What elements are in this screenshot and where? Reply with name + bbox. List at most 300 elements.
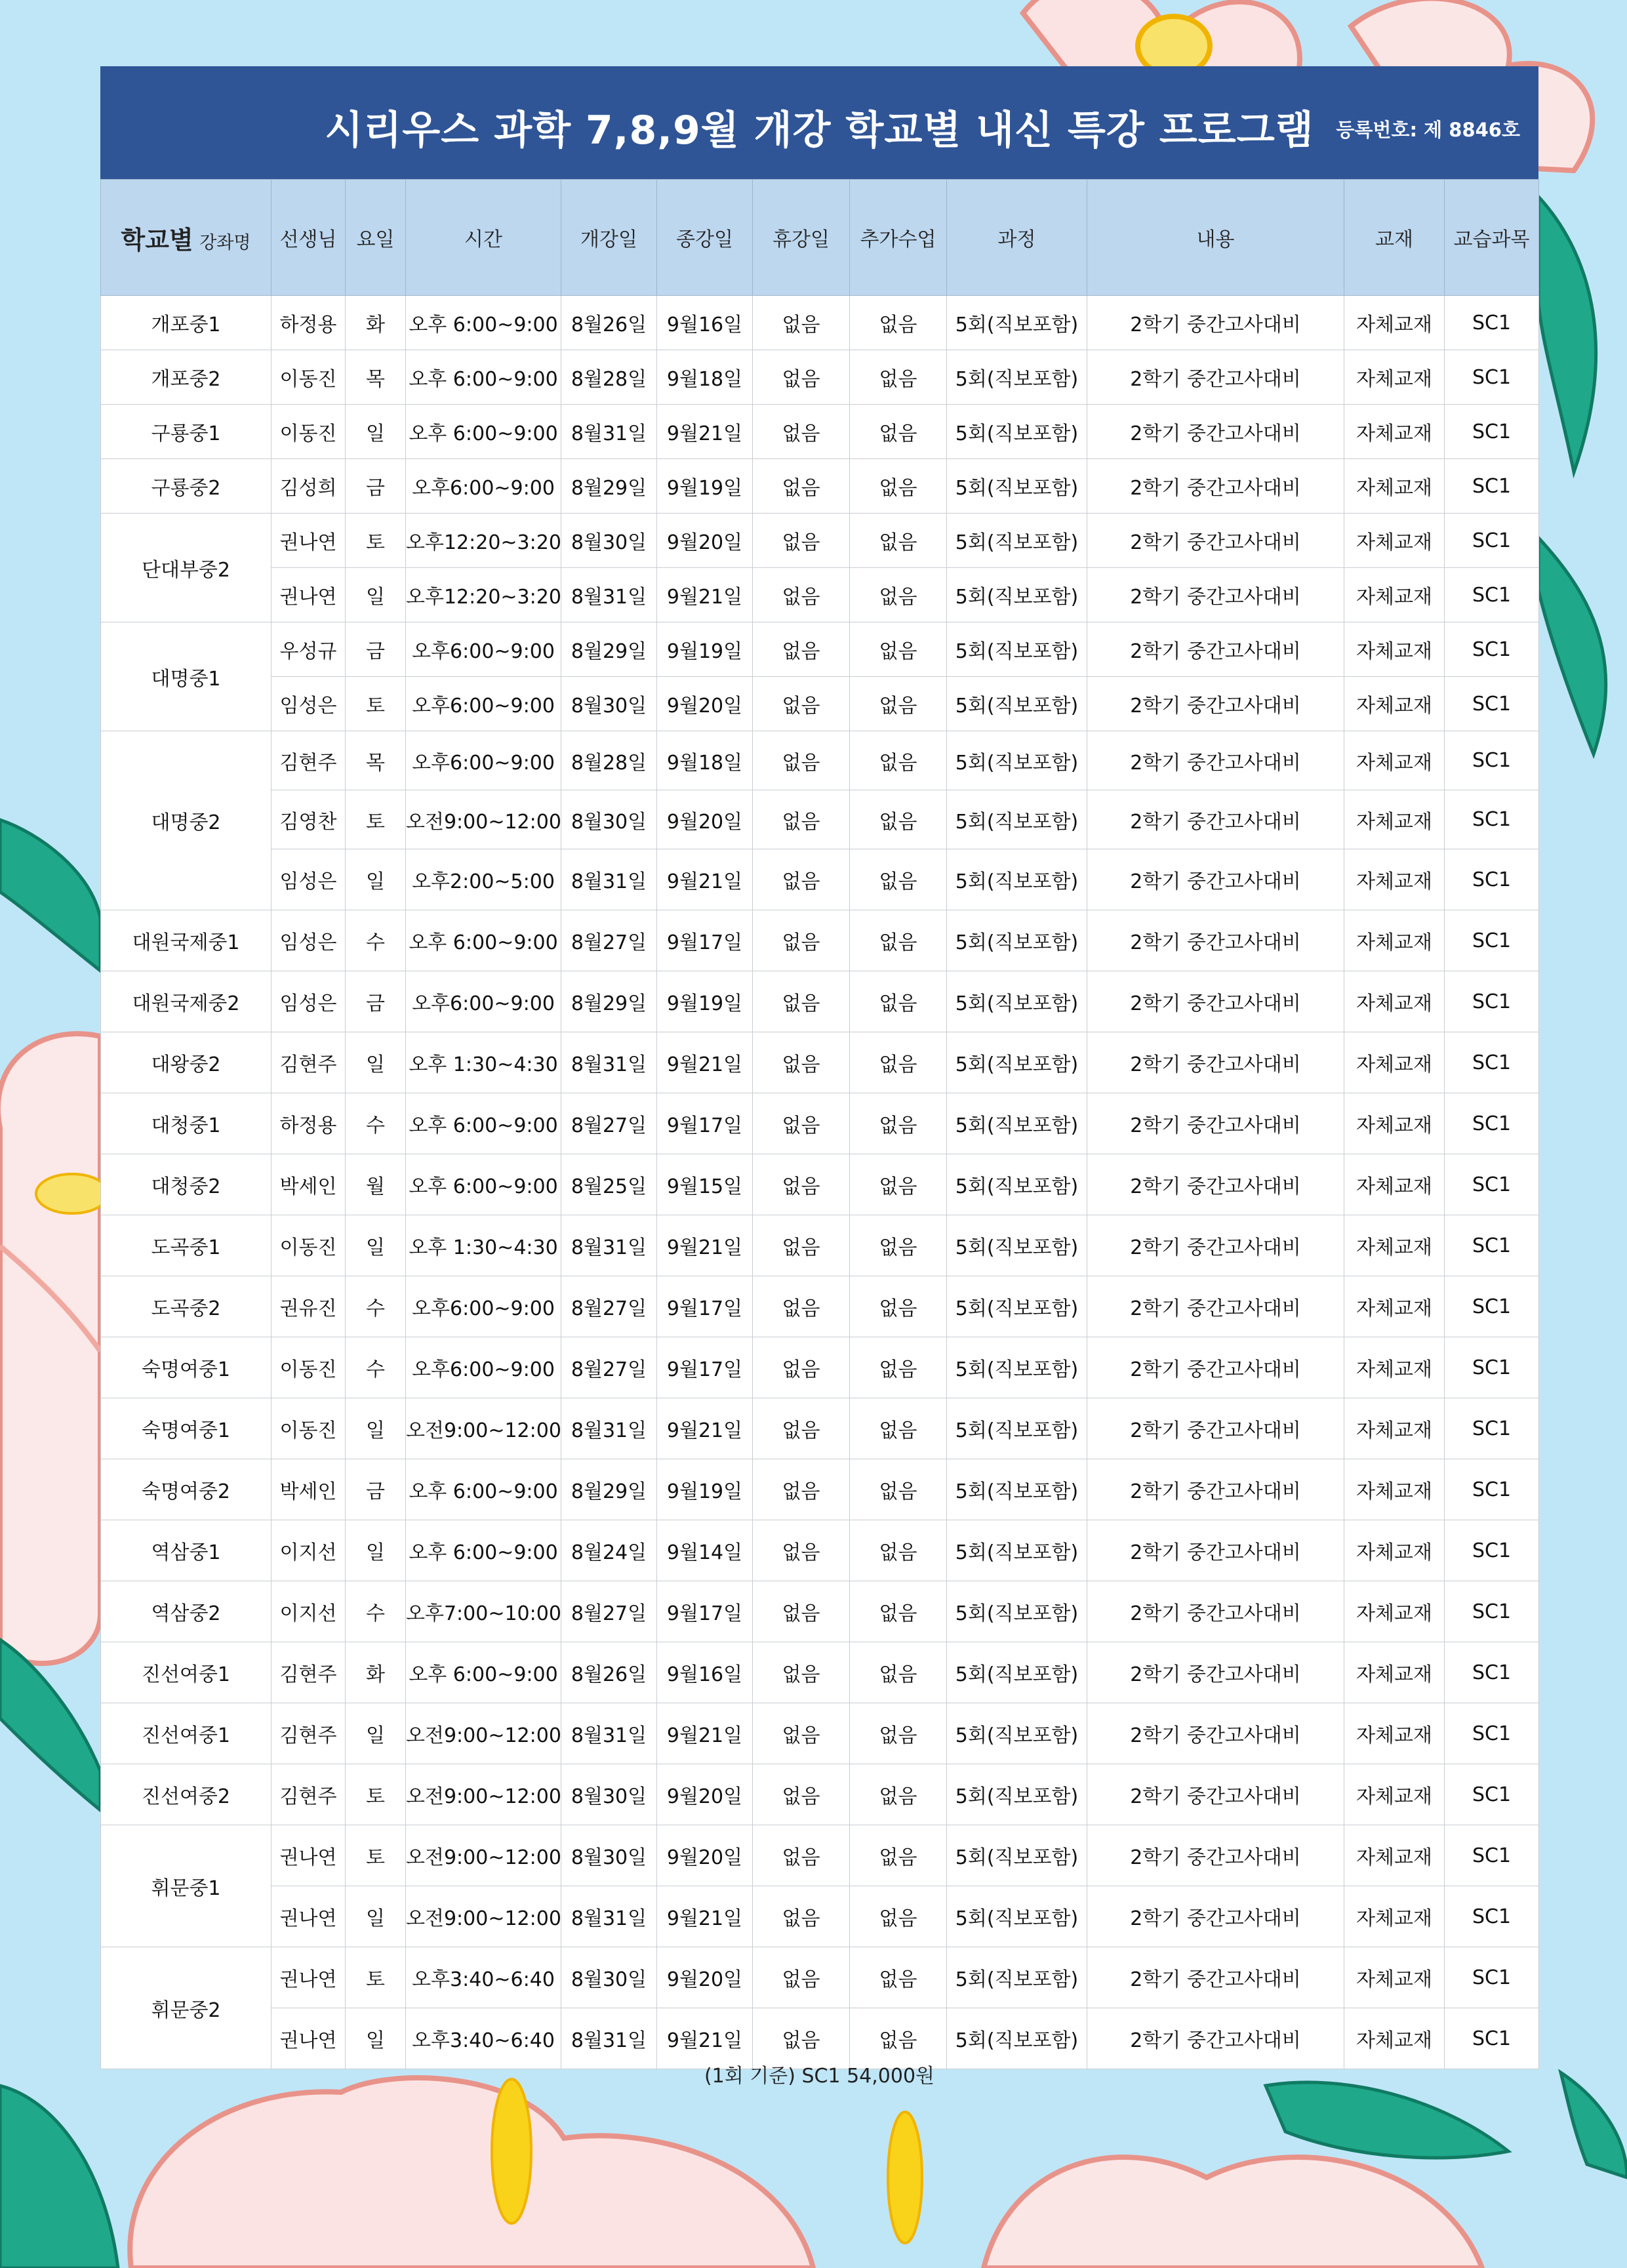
table-row <box>101 296 1539 350</box>
cell-school: 숙명여중2 <box>101 1459 271 1520</box>
cell-time: 오후 6:00~9:00 <box>406 1520 561 1581</box>
flower-left <box>0 1034 108 1663</box>
cell-teacher: 권나연 <box>271 1947 346 2008</box>
cell-textbook: 자체교재 <box>1344 2008 1445 2069</box>
cell-subject: SC1 <box>1445 1764 1539 1825</box>
cell-end: 9월17일 <box>657 1276 753 1337</box>
cell-end: 9월20일 <box>657 790 753 849</box>
cell-content: 2학기 중간고사대비 <box>1087 1032 1344 1093</box>
cell-subject: SC1 <box>1445 1825 1539 1886</box>
cell-end: 9월21일 <box>657 1398 753 1459</box>
cell-subject: SC1 <box>1445 514 1539 568</box>
cell-school: 숙명여중1 <box>101 1337 271 1398</box>
cell-content: 2학기 중간고사대비 <box>1087 1276 1344 1337</box>
cell-holiday: 없음 <box>753 1093 850 1154</box>
cell-teacher: 이지선 <box>271 1581 346 1642</box>
cell-end: 9월17일 <box>657 1337 753 1398</box>
cell-end: 9월20일 <box>657 677 753 731</box>
cell-day: 화 <box>346 1642 406 1703</box>
header-day: 요일 <box>346 180 406 296</box>
cell-subject: SC1 <box>1445 910 1539 971</box>
cell-school: 도곡중2 <box>101 1276 271 1337</box>
cell-end: 9월17일 <box>657 910 753 971</box>
cell-end: 9월18일 <box>657 731 753 790</box>
cell-time: 오후12:20~3:20 <box>406 514 561 568</box>
cell-end: 9월21일 <box>657 2008 753 2069</box>
cell-extra: 없음 <box>850 1276 947 1337</box>
cell-subject: SC1 <box>1445 1337 1539 1398</box>
cell-day: 수 <box>346 1337 406 1398</box>
cell-content: 2학기 중간고사대비 <box>1087 405 1344 459</box>
cell-extra: 없음 <box>850 1337 947 1398</box>
cell-course: 5회(직보포함) <box>947 849 1087 910</box>
cell-school: 대명중1 <box>101 622 271 731</box>
cell-content: 2학기 중간고사대비 <box>1087 1703 1344 1764</box>
cell-time: 오후6:00~9:00 <box>406 622 561 677</box>
cell-end: 9월21일 <box>657 1886 753 1947</box>
header-teacher: 선생님 <box>271 180 346 296</box>
cell-time: 오후6:00~9:00 <box>406 1276 561 1337</box>
cell-day: 토 <box>346 1947 406 2008</box>
cell-holiday: 없음 <box>753 1520 850 1581</box>
cell-course: 5회(직보포함) <box>947 1093 1087 1154</box>
cell-day: 금 <box>346 622 406 677</box>
cell-teacher: 임성은 <box>271 677 346 731</box>
cell-day: 금 <box>346 971 406 1032</box>
cell-time: 오후 6:00~9:00 <box>406 296 561 350</box>
schedule-card <box>100 66 1538 2069</box>
cell-start: 8월29일 <box>561 1459 657 1520</box>
cell-teacher: 권나연 <box>271 2008 346 2069</box>
cell-extra: 없음 <box>850 1825 947 1886</box>
cell-end: 9월19일 <box>657 971 753 1032</box>
table-row <box>101 971 1539 1032</box>
cell-school: 대원국제중2 <box>101 971 271 1032</box>
header-content: 내용 <box>1087 180 1344 296</box>
cell-course: 5회(직보포함) <box>947 1947 1087 2008</box>
cell-subject: SC1 <box>1445 1886 1539 1947</box>
cell-day: 목 <box>346 731 406 790</box>
cell-start: 8월31일 <box>561 1398 657 1459</box>
cell-teacher: 임성은 <box>271 849 346 910</box>
cell-time: 오후 1:30~4:30 <box>406 1215 561 1276</box>
header-start: 개강일 <box>561 180 657 296</box>
cell-holiday: 없음 <box>753 971 850 1032</box>
cell-end: 9월19일 <box>657 1459 753 1520</box>
cell-teacher: 권유진 <box>271 1276 346 1337</box>
header-extra: 추가수업 <box>850 180 947 296</box>
cell-start: 8월31일 <box>561 1703 657 1764</box>
cell-subject: SC1 <box>1445 1581 1539 1642</box>
cell-course: 5회(직보포함) <box>947 1276 1087 1337</box>
cell-content: 2학기 중간고사대비 <box>1087 1581 1344 1642</box>
table-row <box>101 1032 1539 1093</box>
cell-day: 토 <box>346 514 406 568</box>
cell-extra: 없음 <box>850 622 947 677</box>
cell-school: 대명중2 <box>101 731 271 910</box>
cell-end: 9월17일 <box>657 1093 753 1154</box>
cell-start: 8월31일 <box>561 1215 657 1276</box>
cell-start: 8월24일 <box>561 1520 657 1581</box>
cell-end: 9월20일 <box>657 514 753 568</box>
cell-extra: 없음 <box>850 677 947 731</box>
cell-textbook: 자체교재 <box>1344 296 1445 350</box>
cell-time: 오후3:40~6:40 <box>406 2008 561 2069</box>
table-row <box>101 1703 1539 1764</box>
cell-teacher: 하정용 <box>271 1093 346 1154</box>
cell-holiday: 없음 <box>753 514 850 568</box>
header-subject: 교습과목 <box>1445 180 1539 296</box>
cell-textbook: 자체교재 <box>1344 1215 1445 1276</box>
cell-day: 수 <box>346 1276 406 1337</box>
cell-start: 8월30일 <box>561 1825 657 1886</box>
cell-teacher: 권나연 <box>271 568 346 622</box>
cell-course: 5회(직보포함) <box>947 568 1087 622</box>
table-row <box>101 790 1539 849</box>
cell-end: 9월21일 <box>657 568 753 622</box>
cell-holiday: 없음 <box>753 910 850 971</box>
cell-school: 대청중1 <box>101 1093 271 1154</box>
cell-holiday: 없음 <box>753 622 850 677</box>
cell-holiday: 없음 <box>753 849 850 910</box>
cell-textbook: 자체교재 <box>1344 849 1445 910</box>
cell-school: 구룡중2 <box>101 459 271 514</box>
cell-course: 5회(직보포함) <box>947 1886 1087 1947</box>
table-row <box>101 405 1539 459</box>
cell-school: 숙명여중1 <box>101 1398 271 1459</box>
cell-end: 9월21일 <box>657 849 753 910</box>
cell-day: 금 <box>346 1459 406 1520</box>
cell-course: 5회(직보포함) <box>947 350 1087 405</box>
cell-textbook: 자체교재 <box>1344 1032 1445 1093</box>
cell-subject: SC1 <box>1445 1703 1539 1764</box>
cell-school: 개포중2 <box>101 350 271 405</box>
cell-school: 도곡중1 <box>101 1215 271 1276</box>
cell-start: 8월31일 <box>561 1886 657 1947</box>
cell-day: 일 <box>346 1215 406 1276</box>
cell-school: 진선여중2 <box>101 1764 271 1825</box>
cell-extra: 없음 <box>850 459 947 514</box>
cell-time: 오후6:00~9:00 <box>406 731 561 790</box>
header-holiday: 휴강일 <box>753 180 850 296</box>
cell-content: 2학기 중간고사대비 <box>1087 622 1344 677</box>
cell-holiday: 없음 <box>753 1154 850 1215</box>
table-row <box>101 1276 1539 1337</box>
cell-extra: 없음 <box>850 1093 947 1154</box>
cell-end: 9월18일 <box>657 350 753 405</box>
cell-subject: SC1 <box>1445 405 1539 459</box>
cell-extra: 없음 <box>850 1764 947 1825</box>
cell-subject: SC1 <box>1445 677 1539 731</box>
cell-subject: SC1 <box>1445 971 1539 1032</box>
cell-extra: 없음 <box>850 1215 947 1276</box>
cell-end: 9월15일 <box>657 1154 753 1215</box>
cell-subject: SC1 <box>1445 1642 1539 1703</box>
cell-start: 8월27일 <box>561 910 657 971</box>
cell-holiday: 없음 <box>753 459 850 514</box>
cell-extra: 없음 <box>850 1459 947 1520</box>
cell-course: 5회(직보포함) <box>947 1703 1087 1764</box>
cell-start: 8월25일 <box>561 1154 657 1215</box>
cell-course: 5회(직보포함) <box>947 1520 1087 1581</box>
table-row <box>101 677 1539 731</box>
cell-extra: 없음 <box>850 1398 947 1459</box>
cell-textbook: 자체교재 <box>1344 350 1445 405</box>
cell-start: 8월26일 <box>561 296 657 350</box>
cell-course: 5회(직보포함) <box>947 296 1087 350</box>
cell-teacher: 박세인 <box>271 1459 346 1520</box>
table-row <box>101 1642 1539 1703</box>
cell-time: 오전9:00~12:00 <box>406 790 561 849</box>
cell-day: 일 <box>346 1398 406 1459</box>
cell-time: 오후 6:00~9:00 <box>406 350 561 405</box>
cell-textbook: 자체교재 <box>1344 459 1445 514</box>
cell-holiday: 없음 <box>753 1825 850 1886</box>
cell-teacher: 김현주 <box>271 1642 346 1703</box>
cell-school: 휘문중1 <box>101 1825 271 1947</box>
cell-school: 단대부중2 <box>101 514 271 622</box>
cell-day: 토 <box>346 1764 406 1825</box>
cell-end: 9월20일 <box>657 1764 753 1825</box>
cell-extra: 없음 <box>850 731 947 790</box>
cell-extra: 없음 <box>850 2008 947 2069</box>
cell-extra: 없음 <box>850 1642 947 1703</box>
cell-textbook: 자체교재 <box>1344 1947 1445 2008</box>
page-title: 시리우스 과학 7,8,9월 개강 학교별 내신 특강 프로그램 <box>325 108 1314 153</box>
cell-course: 5회(직보포함) <box>947 405 1087 459</box>
cell-textbook: 자체교재 <box>1344 1093 1445 1154</box>
cell-holiday: 없음 <box>753 677 850 731</box>
header-textbook: 교재 <box>1344 180 1445 296</box>
table-row <box>101 622 1539 677</box>
title-bar <box>100 66 1538 179</box>
cell-teacher: 이동진 <box>271 1398 346 1459</box>
cell-textbook: 자체교재 <box>1344 1703 1445 1764</box>
cell-day: 일 <box>346 568 406 622</box>
table-row <box>101 910 1539 971</box>
cell-day: 토 <box>346 677 406 731</box>
cell-content: 2학기 중간고사대비 <box>1087 1154 1344 1215</box>
cell-start: 8월30일 <box>561 1947 657 2008</box>
cell-course: 5회(직보포함) <box>947 1581 1087 1642</box>
cell-content: 2학기 중간고사대비 <box>1087 731 1344 790</box>
cell-teacher: 김현주 <box>271 1703 346 1764</box>
cell-extra: 없음 <box>850 296 947 350</box>
cell-content: 2학기 중간고사대비 <box>1087 459 1344 514</box>
cell-start: 8월31일 <box>561 405 657 459</box>
cell-end: 9월14일 <box>657 1520 753 1581</box>
cell-time: 오후 6:00~9:00 <box>406 1642 561 1703</box>
cell-extra: 없음 <box>850 849 947 910</box>
cell-school: 대왕중2 <box>101 1032 271 1093</box>
cell-teacher: 이동진 <box>271 350 346 405</box>
cell-teacher: 이지선 <box>271 1520 346 1581</box>
cell-subject: SC1 <box>1445 849 1539 910</box>
cell-holiday: 없음 <box>753 1032 850 1093</box>
cell-end: 9월20일 <box>657 1947 753 2008</box>
cell-extra: 없음 <box>850 1947 947 2008</box>
cell-end: 9월20일 <box>657 1825 753 1886</box>
cell-teacher: 박세인 <box>271 1154 346 1215</box>
cell-start: 8월27일 <box>561 1581 657 1642</box>
cell-school: 개포중1 <box>101 296 271 350</box>
cell-subject: SC1 <box>1445 1093 1539 1154</box>
cell-day: 수 <box>346 910 406 971</box>
cell-subject: SC1 <box>1445 459 1539 514</box>
table-row <box>101 1459 1539 1520</box>
cell-school: 진선여중1 <box>101 1642 271 1703</box>
registration-number: 등록번호: 제 8846호 <box>1336 119 1520 141</box>
cell-textbook: 자체교재 <box>1344 405 1445 459</box>
cell-holiday: 없음 <box>753 1276 850 1337</box>
cell-school: 역삼중2 <box>101 1581 271 1642</box>
cell-start: 8월26일 <box>561 1642 657 1703</box>
cell-content: 2학기 중간고사대비 <box>1087 514 1344 568</box>
cell-end: 9월21일 <box>657 1032 753 1093</box>
cell-subject: SC1 <box>1445 622 1539 677</box>
cell-time: 오후6:00~9:00 <box>406 971 561 1032</box>
cell-subject: SC1 <box>1445 1215 1539 1276</box>
cell-day: 토 <box>346 1825 406 1886</box>
cell-textbook: 자체교재 <box>1344 910 1445 971</box>
cell-textbook: 자체교재 <box>1344 1825 1445 1886</box>
cell-school: 휘문중2 <box>101 1947 271 2069</box>
cell-end: 9월21일 <box>657 405 753 459</box>
cell-holiday: 없음 <box>753 568 850 622</box>
cell-course: 5회(직보포함) <box>947 1459 1087 1520</box>
cell-time: 오후 1:30~4:30 <box>406 1032 561 1093</box>
cell-day: 일 <box>346 1886 406 1947</box>
cell-start: 8월27일 <box>561 1093 657 1154</box>
cell-school: 대원국제중1 <box>101 910 271 971</box>
cell-holiday: 없음 <box>753 1581 850 1642</box>
cell-textbook: 자체교재 <box>1344 1337 1445 1398</box>
schedule-table <box>100 179 1539 2069</box>
cell-day: 일 <box>346 405 406 459</box>
cell-course: 5회(직보포함) <box>947 622 1087 677</box>
cell-content: 2학기 중간고사대비 <box>1087 790 1344 849</box>
cell-day: 수 <box>346 1093 406 1154</box>
cell-extra: 없음 <box>850 514 947 568</box>
table-body <box>101 296 1539 2069</box>
cell-time: 오전9:00~12:00 <box>406 1886 561 1947</box>
cell-textbook: 자체교재 <box>1344 677 1445 731</box>
cell-textbook: 자체교재 <box>1344 971 1445 1032</box>
cell-content: 2학기 중간고사대비 <box>1087 849 1344 910</box>
cell-day: 일 <box>346 1032 406 1093</box>
cell-time: 오전9:00~12:00 <box>406 1703 561 1764</box>
cell-holiday: 없음 <box>753 1459 850 1520</box>
cell-holiday: 없음 <box>753 296 850 350</box>
cell-teacher: 하정용 <box>271 296 346 350</box>
cell-school: 구룡중1 <box>101 405 271 459</box>
table-row <box>101 1337 1539 1398</box>
cell-subject: SC1 <box>1445 1459 1539 1520</box>
cell-extra: 없음 <box>850 910 947 971</box>
cell-start: 8월31일 <box>561 2008 657 2069</box>
cell-teacher: 우성규 <box>271 622 346 677</box>
cell-extra: 없음 <box>850 568 947 622</box>
cell-textbook: 자체교재 <box>1344 1520 1445 1581</box>
cell-holiday: 없음 <box>753 2008 850 2069</box>
cell-subject: SC1 <box>1445 1947 1539 2008</box>
cell-course: 5회(직보포함) <box>947 1825 1087 1886</box>
cell-textbook: 자체교재 <box>1344 1459 1445 1520</box>
cell-time: 오전9:00~12:00 <box>406 1398 561 1459</box>
cell-start: 8월30일 <box>561 677 657 731</box>
cell-extra: 없음 <box>850 405 947 459</box>
cell-time: 오후 6:00~9:00 <box>406 405 561 459</box>
cell-extra: 없음 <box>850 1886 947 1947</box>
cell-teacher: 김성희 <box>271 459 346 514</box>
cell-time: 오후 6:00~9:00 <box>406 1154 561 1215</box>
cell-course: 5회(직보포함) <box>947 2008 1087 2069</box>
cell-subject: SC1 <box>1445 1032 1539 1093</box>
header-course: 과정 <box>947 180 1087 296</box>
cell-teacher: 임성은 <box>271 971 346 1032</box>
cell-holiday: 없음 <box>753 1215 850 1276</box>
cell-content: 2학기 중간고사대비 <box>1087 1398 1344 1459</box>
cell-content: 2학기 중간고사대비 <box>1087 568 1344 622</box>
table-row <box>101 1154 1539 1215</box>
cell-teacher: 김현주 <box>271 1032 346 1093</box>
cell-time: 오전9:00~12:00 <box>406 1764 561 1825</box>
cell-holiday: 없음 <box>753 731 850 790</box>
cell-course: 5회(직보포함) <box>947 790 1087 849</box>
cell-school: 역삼중1 <box>101 1520 271 1581</box>
table-row <box>101 1947 1539 2008</box>
cell-end: 9월19일 <box>657 622 753 677</box>
cell-end: 9월21일 <box>657 1703 753 1764</box>
cell-start: 8월30일 <box>561 514 657 568</box>
header-end: 종강일 <box>657 180 753 296</box>
cell-end: 9월16일 <box>657 1642 753 1703</box>
header-school: 학교별 강좌명 <box>101 180 271 296</box>
cell-course: 5회(직보포함) <box>947 1398 1087 1459</box>
cell-extra: 없음 <box>850 1581 947 1642</box>
cell-holiday: 없음 <box>753 1947 850 2008</box>
cell-extra: 없음 <box>850 1032 947 1093</box>
cell-time: 오전9:00~12:00 <box>406 1825 561 1886</box>
cell-content: 2학기 중간고사대비 <box>1087 1215 1344 1276</box>
table-row <box>101 1764 1539 1825</box>
table-row <box>101 1886 1539 1947</box>
cell-teacher: 권나연 <box>271 1825 346 1886</box>
cell-textbook: 자체교재 <box>1344 622 1445 677</box>
cell-course: 5회(직보포함) <box>947 971 1087 1032</box>
cell-content: 2학기 중간고사대비 <box>1087 1947 1344 2008</box>
table-header-row <box>101 180 1539 296</box>
cell-teacher: 이동진 <box>271 405 346 459</box>
cell-time: 오후6:00~9:00 <box>406 1337 561 1398</box>
cell-holiday: 없음 <box>753 790 850 849</box>
cell-textbook: 자체교재 <box>1344 1398 1445 1459</box>
table-row <box>101 731 1539 790</box>
cell-teacher: 김현주 <box>271 731 346 790</box>
cell-subject: SC1 <box>1445 1398 1539 1459</box>
cell-course: 5회(직보포함) <box>947 1642 1087 1703</box>
cell-day: 일 <box>346 1703 406 1764</box>
cell-start: 8월29일 <box>561 622 657 677</box>
cell-content: 2학기 중간고사대비 <box>1087 1520 1344 1581</box>
cell-time: 오후7:00~10:00 <box>406 1581 561 1642</box>
cell-end: 9월17일 <box>657 1581 753 1642</box>
cell-end: 9월19일 <box>657 459 753 514</box>
cell-content: 2학기 중간고사대비 <box>1087 1886 1344 1947</box>
cell-textbook: 자체교재 <box>1344 790 1445 849</box>
cell-subject: SC1 <box>1445 1520 1539 1581</box>
cell-course: 5회(직보포함) <box>947 514 1087 568</box>
